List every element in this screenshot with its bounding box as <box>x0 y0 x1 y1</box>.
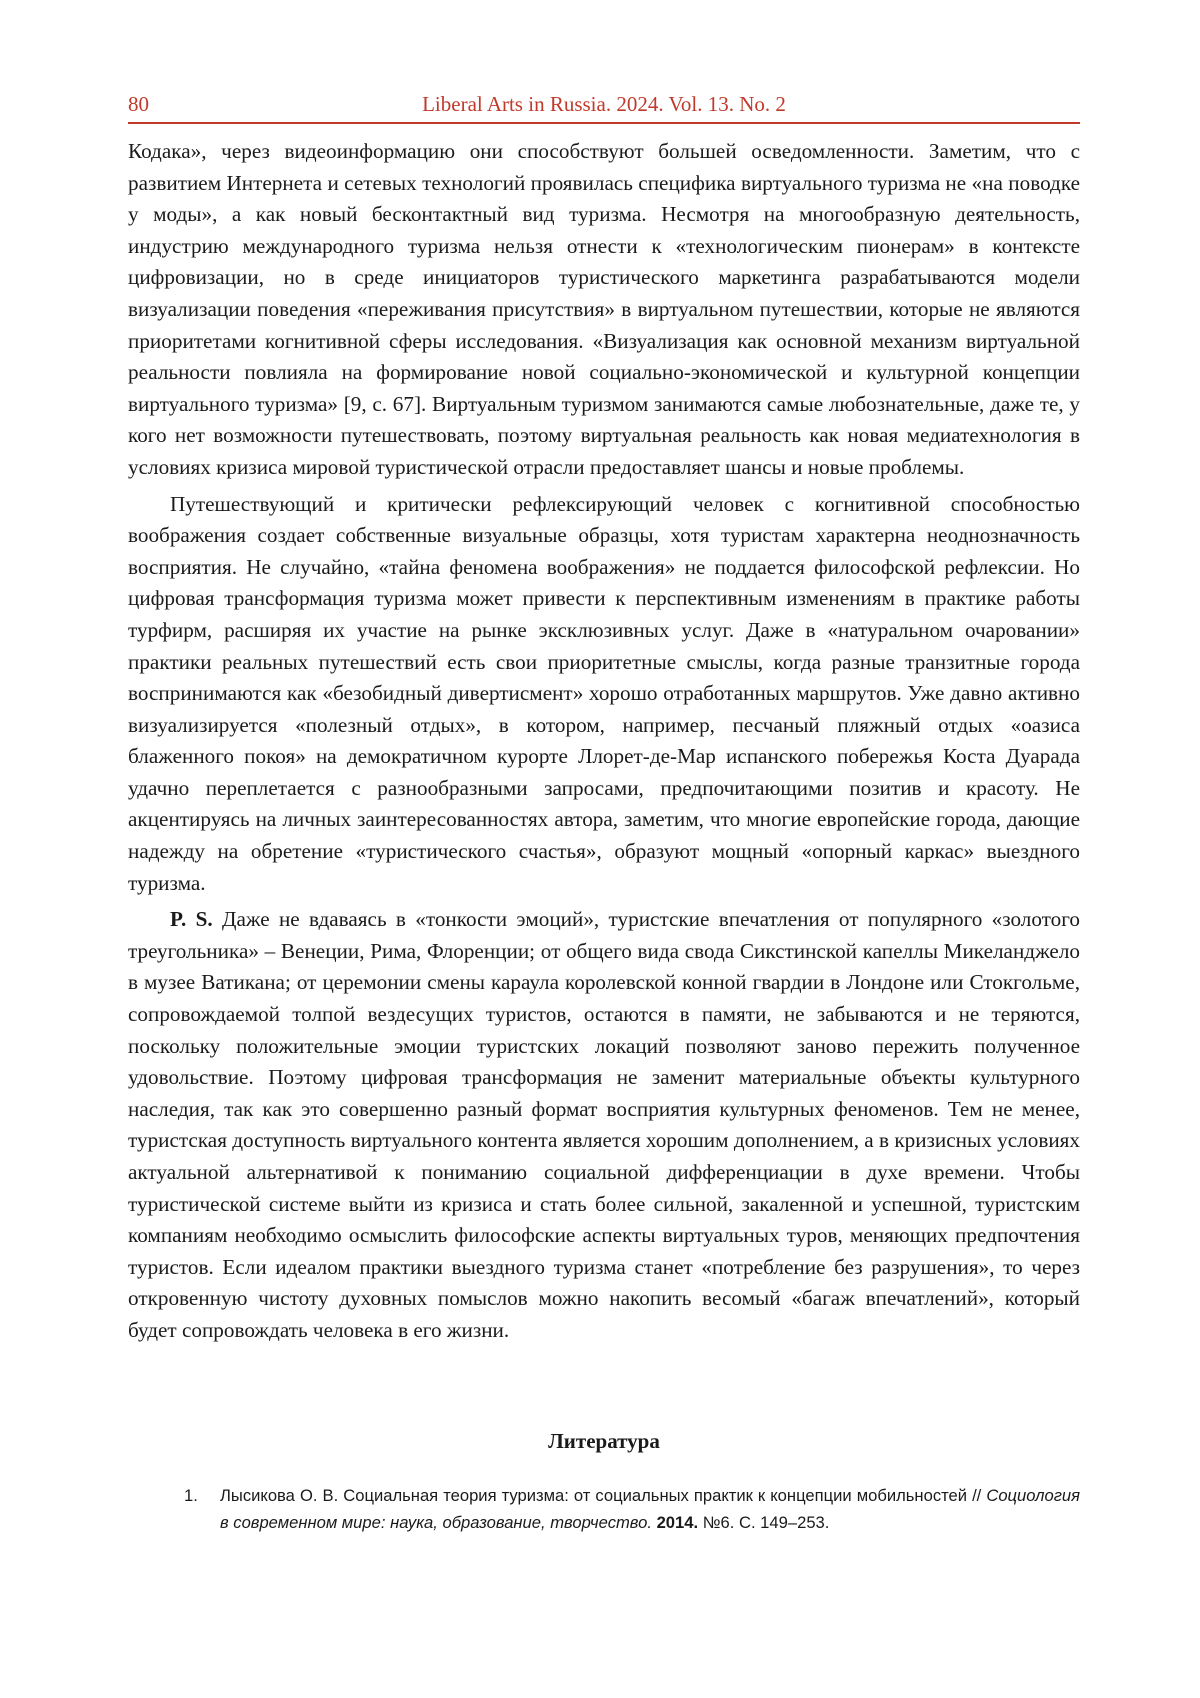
journal-title: Liberal Arts in Russia. 2024. Vol. 13. No. 2 <box>422 92 786 116</box>
reference-year: 2014. <box>656 1513 699 1532</box>
page-number: 80 <box>128 92 149 116</box>
reference-number: 1. <box>184 1486 198 1505</box>
paragraph-ps <box>128 904 1080 1346</box>
reference-authors-title: Лысикова О. В. Социальная теория туризма: от социальных практик к концепции мобильностей // <box>220 1486 987 1505</box>
ps-label: P. S. <box>170 907 213 932</box>
reference-source: Социология в современном мире: наука, образование, творчество. <box>220 1486 1080 1532</box>
ps-text: Даже не вдаваясь в «тонкости эмоций», туристские впечатления от популярного «золотого треугольника» – Венеции, Рима, Флоренции; от общего вида свода Сикстинской капеллы Микеланджело в музее Ватикана; от церемонии смены караула королевской конной гвардии в Лондоне или Стокгольме, сопровождаемой толпой вездесущих туристов, остаются в памяти, не забываются и не теряются, поскольку положительные эмоции туристских локаций позволяют заново пережить полученное удовольствие. Поэтому цифровая трансформация не заменит материальные объекты культурного наследия, так как это совершенно разный формат восприятия культурных феноменов. Тем не менее, туристская доступность виртуального контента является хорошим дополнением, а в кризисных условиях актуальной альтернативой к пониманию социальной дифференциации в духе времени. Чтобы туристической системе выйти из кризиса и стать более сильной, закаленной и успешной, туристским компаниям необходимо осмыслить философские аспекты виртуальных туров, меняющих предпочтения туристов. Если идеалом практики выездного туризма станет «потребление без разрушения», то через откровенную чистоту духовных помыслов можно накопить весомый «багаж впечатлений», который будет сопровождать человека в его жизни. <box>128 907 1081 1342</box>
references-heading: Литература <box>548 1429 660 1453</box>
reference-details: №6. С. 149–253. <box>698 1513 830 1532</box>
references-list <box>128 1482 1080 1536</box>
reference-item <box>128 1482 1080 1536</box>
article-body <box>128 136 1080 1347</box>
running-header <box>128 90 1080 124</box>
paragraph-2: Путешествующий и критически рефлексирующий человек с когнитивной способностью воображения создает собственные визуальные образцы, хотя туристам характерна неоднозначность восприятия. Не случайно, «тайна феномена воображения» не поддается философской рефлексии. Но цифровая трансформация туризма может привести к перспективным изменениям в практике работы турфирм, расширяя их участие на рынке эксклюзивных услуг. Даже в «натуральном очаровании» практики реальных путешествий есть свои приоритетные смыслы, когда разные транзитные города воспринимаются как «безобидный дивертисмент» хорошо отработанных маршрутов. Уже давно активно визуализируется «полезный отдых», в котором, например, песчаный пляжный отдых «оазиса блаженного покоя» на демократичном курорте Ллорет-де-Мар испанского побережья Коста Дуарада удачно переплетается с разнообразными запросами, предпочитающими позитив и красоту. Не акцентируясь на личных заинтересованностях автора, заметим, что многие европейские города, дающие надежду на обретение «туристического счастья», образуют мощный «опорный каркас» выездного туризма. <box>128 491 1080 895</box>
paragraph-1: Кодака», через видеоинформацию они способствуют большей осведомленности. Заметим, что с развитием Интернета и сетевых технологий проявилась специфика виртуального туризма не «на поводке у моды», а как новый бесконтактный вид туризма. Несмотря на многообразную деятельность, индустрию международного туризма нельзя отнести к «технологическим пионерам» в контексте цифровизации, но в среде инициаторов туристического маркетинга разрабатываются модели визуализации поведения «переживания присутствия» в виртуальном путешествии, которые не являются приоритетами когнитивной сферы исследования. «Визуализация как основной механизм виртуальной реальности повлияла на формирование новой социально-экономической и культурной концепции виртуального туризма» [9, с. 67]. Виртуальным туризмом занимаются самые любознательные, даже те, у кого нет возможности путешествовать, поэтому виртуальная реальность как новая медиатехнология в условиях кризиса мировой туристической отрасли предоставляет шансы и новые проблемы. <box>128 139 1080 479</box>
